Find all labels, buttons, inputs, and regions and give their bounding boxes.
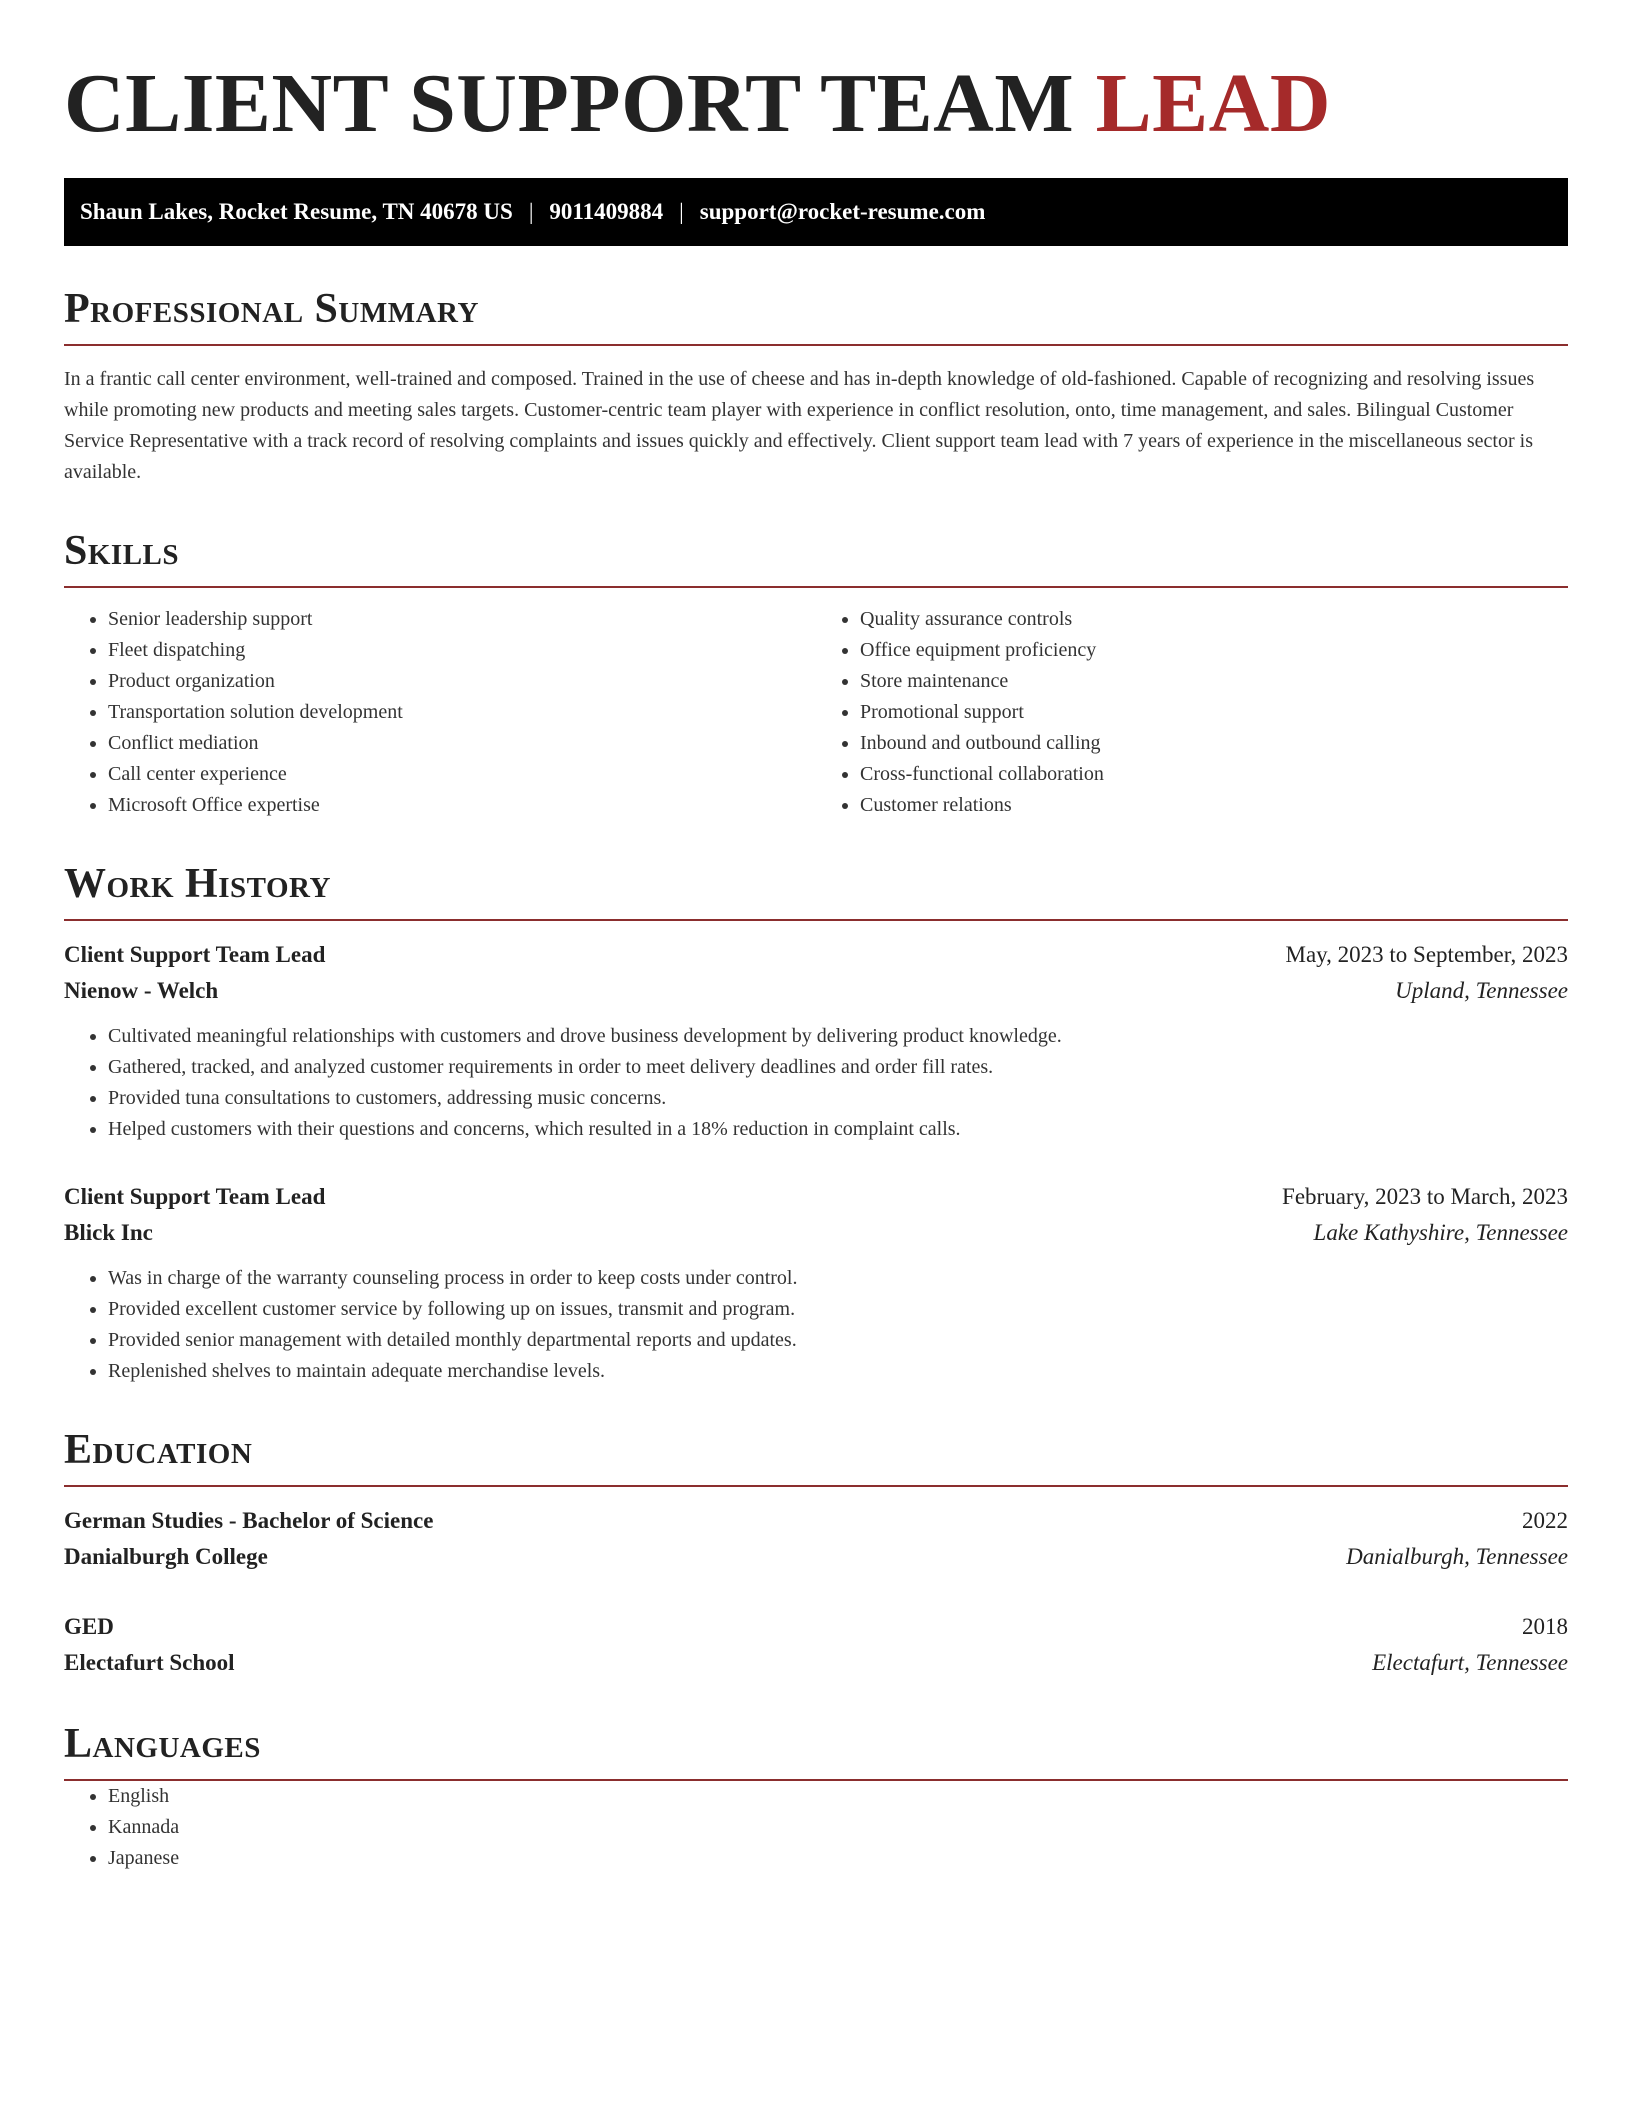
- education-location: Electafurt, Tennessee: [1372, 1650, 1568, 1675]
- job-bullet: • Helped customers with their questions and concerns, which resulted in a 18% reduction in complaint calls.: [108, 1114, 1568, 1145]
- education-heading: Education: [64, 1425, 1568, 1487]
- skill-item: • Conflict mediation: [108, 728, 816, 759]
- job-dates: February, 2023 to March, 2023: [1282, 1184, 1568, 1209]
- skill-item: • Product organization: [108, 666, 816, 697]
- skills-left-list: [64, 604, 816, 821]
- contact-email: support@rocket-resume.com: [699, 199, 986, 224]
- skills-right-list: [816, 604, 1568, 821]
- job-header-row: [64, 937, 1568, 973]
- job-bullet: • Provided tuna consultations to customers, addressing music concerns.: [108, 1083, 1568, 1114]
- job-bullet: • Cultivated meaningful relationships with customers and drove business development by delivering product knowledge.: [108, 1021, 1568, 1052]
- contact-separator: |: [528, 199, 534, 224]
- skill-item: • Quality assurance controls: [860, 604, 1568, 635]
- education-header-row: [64, 1609, 1568, 1645]
- contact-phone: 9011409884: [549, 199, 664, 224]
- languages-section: [64, 1719, 1568, 1874]
- job-company: Nienow - Welch: [64, 978, 219, 1003]
- education-location: Danialburgh, Tennessee: [1346, 1544, 1568, 1569]
- skill-item: • Cross-functional collaboration: [860, 759, 1568, 790]
- language-item: • Japanese: [108, 1843, 1568, 1874]
- skill-item: • Fleet dispatching: [108, 635, 816, 666]
- education-degree: GED: [64, 1614, 114, 1639]
- job-location: Upland, Tennessee: [1395, 978, 1568, 1003]
- job-bullet: • Gathered, tracked, and analyzed customer requirements in order to meet delivery deadlines and order fill rates.: [108, 1052, 1568, 1083]
- languages-heading: Languages: [64, 1719, 1568, 1781]
- job-bullets: [64, 1021, 1568, 1145]
- skill-item: • Call center experience: [108, 759, 816, 790]
- summary-heading: Professional Summary: [64, 284, 1568, 346]
- job-bullet: • Provided excellent customer service by following up on issues, transmit and program.: [108, 1294, 1568, 1325]
- education-header-row: [64, 1503, 1568, 1539]
- job-title: Client Support Team Lead: [64, 1184, 326, 1209]
- education-entry: [64, 1503, 1568, 1575]
- job-bullet: • Was in charge of the warranty counseling process in order to keep costs under control.: [108, 1263, 1568, 1294]
- contact-bar: [64, 178, 1568, 246]
- skill-item: • Inbound and outbound calling: [860, 728, 1568, 759]
- job-company-row: [64, 1215, 1568, 1251]
- skills-section: [64, 526, 1568, 821]
- skill-item: • Store maintenance: [860, 666, 1568, 697]
- job-header-row: [64, 1179, 1568, 1215]
- education-degree: German Studies - Bachelor of Science: [64, 1508, 434, 1533]
- title-accent: LEAD: [1095, 57, 1332, 150]
- skills-heading: Skills: [64, 526, 1568, 588]
- education-entry: [64, 1609, 1568, 1681]
- job-bullet: • Replenished shelves to maintain adequate merchandise levels.: [108, 1356, 1568, 1387]
- contact-address: Shaun Lakes, Rocket Resume, TN 40678 US: [80, 199, 513, 224]
- skill-item: • Transportation solution development: [108, 697, 816, 728]
- education-year: 2022: [1522, 1508, 1568, 1533]
- education-school: Electafurt School: [64, 1650, 235, 1675]
- skills-columns: [64, 604, 1568, 821]
- education-school-row: [64, 1539, 1568, 1575]
- title-main: CLIENT SUPPORT TEAM: [64, 57, 1075, 150]
- language-item: • Kannada: [108, 1812, 1568, 1843]
- job-entry: [64, 937, 1568, 1145]
- skill-item: • Promotional support: [860, 697, 1568, 728]
- job-entry: [64, 1179, 1568, 1387]
- job-bullets: [64, 1263, 1568, 1387]
- job-title: Client Support Team Lead: [64, 942, 326, 967]
- skill-item: • Office equipment proficiency: [860, 635, 1568, 666]
- job-location: Lake Kathyshire, Tennessee: [1313, 1220, 1568, 1245]
- skill-item: • Senior leadership support: [108, 604, 816, 635]
- job-company-row: [64, 973, 1568, 1009]
- education-school-row: [64, 1645, 1568, 1681]
- education-school: Danialburgh College: [64, 1544, 268, 1569]
- education-year: 2018: [1522, 1614, 1568, 1639]
- work-heading: Work History: [64, 859, 1568, 921]
- contact-separator: |: [679, 199, 684, 224]
- job-bullet: • Provided senior management with detailed monthly departmental reports and updates.: [108, 1325, 1568, 1356]
- work-section: [64, 859, 1568, 1387]
- skill-item: • Microsoft Office expertise: [108, 790, 816, 821]
- language-item: • English: [108, 1781, 1568, 1812]
- skill-item: • Customer relations: [860, 790, 1568, 821]
- resume-title: [64, 56, 1568, 152]
- job-dates: May, 2023 to September, 2023: [1285, 942, 1568, 967]
- education-section: [64, 1425, 1568, 1681]
- summary-text: In a frantic call center environment, well-trained and composed. Trained in the use of cheese and has in-depth knowledge of old-fashioned. Capable of recognizing and resolving issues while promoting new products and meeting sales targets. Customer-centric team player with experience in conflict resolution, onto, time management, and sales. Bilingual Customer Service Representative with a track record of resolving complaints and issues quickly and effectively. Client support team lead with 7 years of experience in the miscellaneous sector is available.: [64, 368, 1535, 483]
- job-company: Blick Inc: [64, 1220, 153, 1245]
- summary-section: [64, 284, 1568, 488]
- languages-list: [64, 1781, 1568, 1874]
